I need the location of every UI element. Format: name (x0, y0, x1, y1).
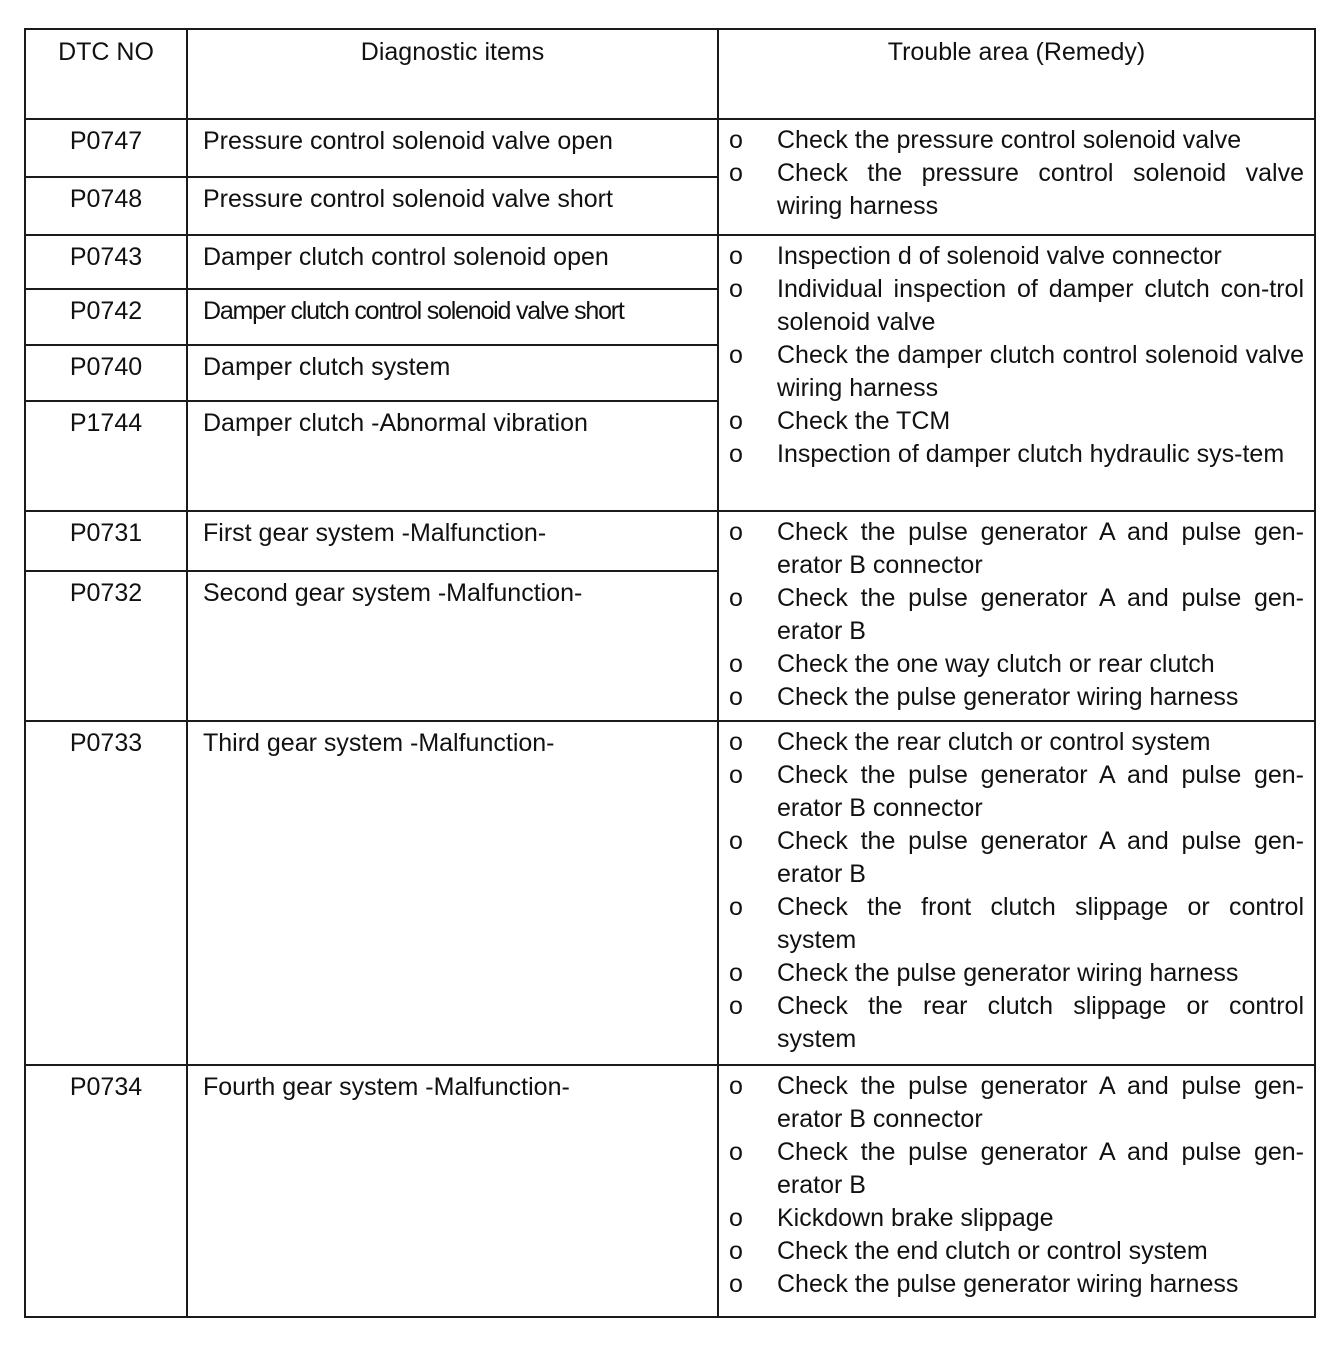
bullet-marker: o (729, 1237, 743, 1265)
table-header-row (25, 29, 1315, 119)
diagnostic-item: Damper clutch -Abnormal vibration (187, 401, 718, 511)
bullet-marker: o (729, 341, 743, 369)
remedy-item (729, 582, 1304, 648)
remedy-item (729, 1268, 1304, 1301)
bullet-marker: o (729, 992, 743, 1020)
remedy-item (729, 516, 1304, 582)
dtc-table-page (24, 28, 1314, 1342)
bullet-marker: o (729, 683, 743, 711)
remedy-cell (718, 119, 1315, 235)
table-row (25, 119, 1315, 177)
table-row (25, 721, 1315, 1065)
header-trouble-area: Trouble area (Remedy) (718, 29, 1315, 119)
bullet-marker: o (729, 893, 743, 921)
dtc-code: P0742 (25, 289, 187, 345)
dtc-code: P0740 (25, 345, 187, 401)
remedy-text: Check the pulse generator A and pulse gen-erator B (777, 827, 1304, 888)
header-dtc-no: DTC NO (25, 29, 187, 119)
remedy-text: Check the pressure control solenoid valve wiring harness (777, 159, 1304, 220)
remedy-item (729, 273, 1304, 339)
bullet-marker: o (729, 440, 743, 468)
diagnostic-item: Third gear system -Malfunction- (187, 721, 718, 1065)
remedy-cell (718, 721, 1315, 1065)
table-row (25, 235, 1315, 289)
dtc-code: P1744 (25, 401, 187, 511)
remedy-item (729, 1235, 1304, 1268)
bullet-marker: o (729, 275, 743, 303)
remedy-text: Check the pulse generator wiring harness (777, 683, 1239, 711)
remedy-item (729, 957, 1304, 990)
bullet-marker: o (729, 650, 743, 678)
dtc-code: P0733 (25, 721, 187, 1065)
remedy-text: Check the pulse generator A and pulse gen-erator B connector (777, 1072, 1304, 1133)
remedy-list (729, 516, 1304, 714)
remedy-item (729, 726, 1304, 759)
remedy-item (729, 438, 1304, 471)
table-row (25, 1065, 1315, 1317)
remedy-text: Check the one way clutch or rear clutch (777, 650, 1215, 678)
remedy-text: Individual inspection of damper clutch con-trol solenoid valve (777, 275, 1304, 336)
remedy-item (729, 648, 1304, 681)
header-diagnostic-items: Diagnostic items (187, 29, 718, 119)
remedy-text: Check the pulse generator A and pulse gen-erator B connector (777, 761, 1304, 822)
remedy-text: Check the pulse generator A and pulse gen-erator B connector (777, 518, 1304, 579)
remedy-text: Check the pressure control solenoid valve (777, 126, 1242, 154)
remedy-text: Check the rear clutch slippage or control system (777, 992, 1304, 1053)
remedy-item (729, 759, 1304, 825)
bullet-marker: o (729, 584, 743, 612)
remedy-item (729, 405, 1304, 438)
remedy-item (729, 891, 1304, 957)
diagnostic-item: Damper clutch control solenoid open (187, 235, 718, 289)
diagnostic-item: First gear system -Malfunction- (187, 511, 718, 571)
remedy-item (729, 240, 1304, 273)
remedy-text: Check the damper clutch control solenoid valve wiring harness (777, 341, 1304, 402)
remedy-item (729, 1070, 1304, 1136)
remedy-cell (718, 511, 1315, 721)
remedy-item (729, 681, 1304, 714)
dtc-code: P0743 (25, 235, 187, 289)
bullet-marker: o (729, 959, 743, 987)
dtc-code: P0732 (25, 571, 187, 721)
remedy-text: Kickdown brake slippage (777, 1204, 1054, 1232)
remedy-cell (718, 1065, 1315, 1317)
diagnostic-item: Damper clutch system (187, 345, 718, 401)
remedy-text: Check the pulse generator wiring harness (777, 1270, 1239, 1298)
table-row (25, 511, 1315, 571)
remedy-list (729, 726, 1304, 1056)
remedy-item (729, 1136, 1304, 1202)
remedy-list (729, 240, 1304, 471)
bullet-marker: o (729, 761, 743, 789)
bullet-marker: o (729, 1270, 743, 1298)
bullet-marker: o (729, 827, 743, 855)
remedy-item (729, 990, 1304, 1056)
diagnostic-item: Pressure control solenoid valve short (187, 177, 718, 235)
remedy-text: Check the pulse generator wiring harness (777, 959, 1239, 987)
remedy-item (729, 825, 1304, 891)
dtc-code: P0734 (25, 1065, 187, 1317)
remedy-cell (718, 235, 1315, 511)
bullet-marker: o (729, 159, 743, 187)
remedy-list (729, 124, 1304, 223)
bullet-marker: o (729, 126, 743, 154)
remedy-text: Inspection of damper clutch hydraulic sys-tem (777, 440, 1285, 468)
dtc-code: P0747 (25, 119, 187, 177)
remedy-text: Check the pulse generator A and pulse gen-erator B (777, 1138, 1304, 1199)
bullet-marker: o (729, 1204, 743, 1232)
dtc-code: P0748 (25, 177, 187, 235)
remedy-text: Inspection d of solenoid valve connector (777, 242, 1222, 270)
remedy-item (729, 1202, 1304, 1235)
remedy-list (729, 1070, 1304, 1301)
bullet-marker: o (729, 1072, 743, 1100)
remedy-text: Check the TCM (777, 407, 951, 435)
bullet-marker: o (729, 407, 743, 435)
dtc-table (24, 28, 1316, 1318)
remedy-text: Check the rear clutch or control system (777, 728, 1211, 756)
diagnostic-item: Pressure control solenoid valve open (187, 119, 718, 177)
remedy-item (729, 339, 1304, 405)
bullet-marker: o (729, 1138, 743, 1166)
remedy-item (729, 157, 1304, 223)
remedy-text: Check the front clutch slippage or control system (777, 893, 1304, 954)
dtc-code: P0731 (25, 511, 187, 571)
diagnostic-item: Fourth gear system -Malfunction- (187, 1065, 718, 1317)
bullet-marker: o (729, 242, 743, 270)
bullet-marker: o (729, 518, 743, 546)
remedy-item (729, 124, 1304, 157)
remedy-text: Check the end clutch or control system (777, 1237, 1208, 1265)
diagnostic-item: Second gear system -Malfunction- (187, 571, 718, 721)
remedy-text: Check the pulse generator A and pulse gen-erator B (777, 584, 1304, 645)
diagnostic-item: Damper clutch control solenoid valve short (187, 289, 718, 345)
bullet-marker: o (729, 728, 743, 756)
